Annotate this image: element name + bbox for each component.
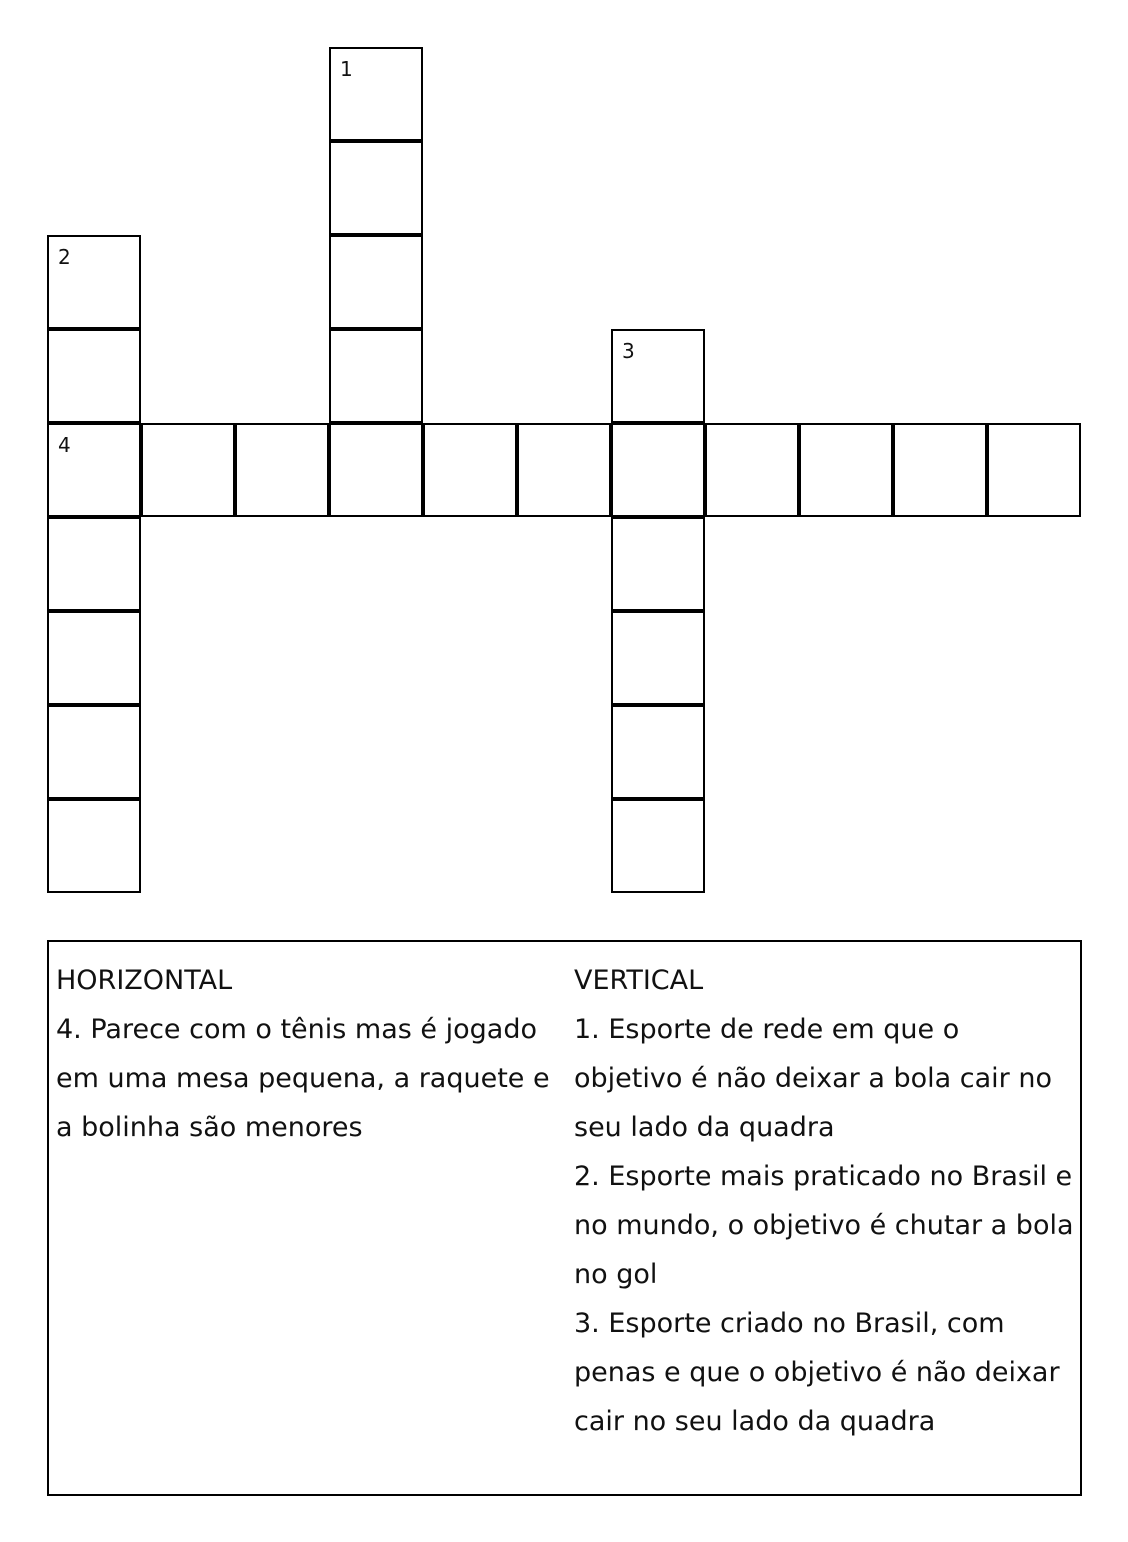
clue-horizontal-4: 4. Parece com o tênis mas é jogado em uma mesa pequena, a raquete e a bolinha são menores bbox=[56, 1014, 550, 1143]
crossword-cell[interactable] bbox=[705, 423, 799, 517]
crossword-cell[interactable] bbox=[47, 329, 141, 423]
crossword-cell[interactable] bbox=[611, 329, 705, 423]
crossword-cell[interactable] bbox=[611, 611, 705, 705]
crossword-cell[interactable] bbox=[329, 47, 423, 141]
crossword-cell[interactable] bbox=[611, 705, 705, 799]
clues-box bbox=[47, 940, 1082, 1496]
horizontal-clues bbox=[56, 956, 556, 1152]
crossword-cell[interactable] bbox=[329, 235, 423, 329]
vertical-heading: VERTICAL bbox=[574, 965, 704, 996]
crossword-cell[interactable] bbox=[423, 423, 517, 517]
clue-number: 4 bbox=[58, 433, 71, 457]
crossword-cell[interactable] bbox=[611, 517, 705, 611]
clue-number: 2 bbox=[58, 245, 71, 269]
vertical-clues bbox=[574, 956, 1074, 1446]
clue-vertical-2: 2. Esporte mais praticado no Brasil e no mundo, o objetivo é chutar a bola no gol bbox=[574, 1161, 1074, 1290]
crossword-cell[interactable] bbox=[893, 423, 987, 517]
crossword-cell[interactable] bbox=[611, 799, 705, 893]
crossword-cell[interactable] bbox=[47, 235, 141, 329]
crossword-cell[interactable] bbox=[329, 141, 423, 235]
crossword-cell[interactable] bbox=[799, 423, 893, 517]
clue-number: 1 bbox=[340, 57, 353, 81]
horizontal-heading: HORIZONTAL bbox=[56, 965, 233, 996]
crossword-cell[interactable] bbox=[47, 517, 141, 611]
crossword-cell[interactable] bbox=[141, 423, 235, 517]
crossword-cell[interactable] bbox=[47, 423, 141, 517]
crossword-cell[interactable] bbox=[235, 423, 329, 517]
clue-number: 3 bbox=[622, 339, 635, 363]
crossword-cell[interactable] bbox=[329, 329, 423, 423]
crossword-cell[interactable] bbox=[47, 705, 141, 799]
crossword-cell[interactable] bbox=[329, 423, 423, 517]
crossword-cell[interactable] bbox=[47, 611, 141, 705]
clue-vertical-1: 1. Esporte de rede em que o objetivo é não deixar a bola cair no seu lado da quadra bbox=[574, 1014, 1052, 1143]
crossword-cell[interactable] bbox=[47, 799, 141, 893]
crossword-cell[interactable] bbox=[987, 423, 1081, 517]
crossword-cell[interactable] bbox=[517, 423, 611, 517]
crossword-cell[interactable] bbox=[611, 423, 705, 517]
clue-vertical-3: 3. Esporte criado no Brasil, com penas e que o objetivo é não deixar cair no seu lado da quadra bbox=[574, 1308, 1060, 1437]
